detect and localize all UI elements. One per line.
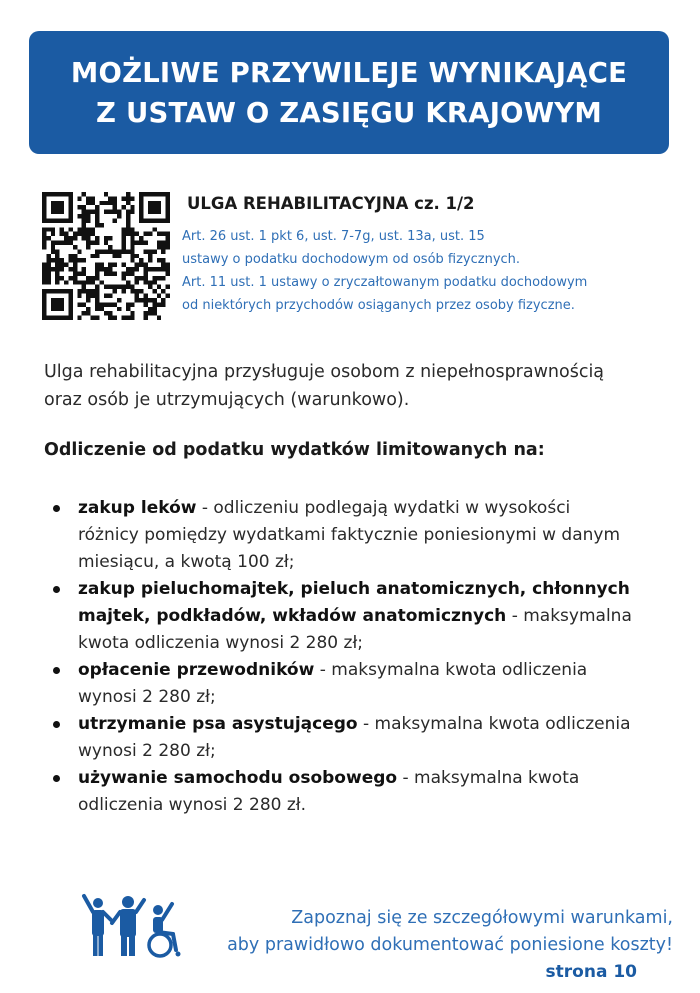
item-description: - maksymalna kwota odliczenia <box>357 714 631 734</box>
intro-paragraph <box>44 358 604 414</box>
item-description: - maksymalna kwota <box>397 768 580 788</box>
bullet-icon <box>53 775 60 782</box>
intro-line: Ulga rehabilitacyjna przysługuje osobom z niepełnosprawnością <box>44 362 605 382</box>
page-number: strona 10 <box>545 962 637 982</box>
reference-line: od niektórych przychodów osiąganych przez osoby fizyczne. <box>182 298 575 313</box>
item-description: miesiącu, a kwotą 100 zł; <box>78 552 295 572</box>
item-name: utrzymanie psa asystującego <box>78 714 358 734</box>
deduction-heading: Odliczenie od podatku wydatków limitowanych na: <box>44 440 545 460</box>
reference-line: Art. 11 ust. 1 ustawy o zryczałtowanym podatku dochodowym <box>182 275 588 290</box>
section-title: ULGA REHABILITACYJNA cz. 1/2 <box>187 194 475 213</box>
banner-title-line-2: Z USTAW O ZASIĘGU KRAJOWYM <box>96 96 602 129</box>
legal-references <box>182 225 587 317</box>
item-description: - odliczeniu podlegają wydatki w wysokości <box>196 498 571 518</box>
item-name: używanie samochodu osobowego <box>78 768 398 788</box>
qr-code-icon[interactable] <box>42 192 170 320</box>
item-name: zakup leków <box>78 498 197 518</box>
people-with-disabilities-icon <box>78 890 188 960</box>
bullet-icon <box>53 586 60 593</box>
item-description: kwota odliczenia wynosi 2 280 zł; <box>78 633 363 653</box>
item-description: różnicy pomiędzy wydatkami faktycznie poniesionymi w danym <box>78 525 621 545</box>
item-name: zakup pieluchomajtek, pieluch anatomicznych, chłonnych <box>78 579 630 599</box>
item-name: opłacenie przewodników <box>78 660 315 680</box>
item-description: - maksymalna <box>506 606 632 626</box>
item-description: wynosi 2 280 zł; <box>78 687 216 707</box>
item-description: wynosi 2 280 zł; <box>78 741 216 761</box>
bullet-icon <box>53 721 60 728</box>
deduction-list <box>52 495 632 819</box>
item-description: - maksymalna kwota odliczenia <box>314 660 588 680</box>
intro-line: oraz osób je utrzymujących (warunkowo). <box>44 390 410 410</box>
list-item <box>52 495 632 576</box>
reference-line: ustawy o podatku dochodowym od osób fizycznych. <box>182 252 521 267</box>
reference-line: Art. 26 ust. 1 pkt 6, ust. 7-7g, ust. 13a, ust. 15 <box>182 229 485 244</box>
item-name: majtek, podkładów, wkładów anatomicznych <box>78 606 507 626</box>
bullet-icon <box>53 505 60 512</box>
footer-line: aby prawidłowo dokumentować poniesione koszty! <box>227 935 673 955</box>
list-item <box>52 576 632 657</box>
banner-title-line-1: MOŻLIWE PRZYWILEJE WYNIKAJĄCE <box>70 56 628 89</box>
item-description: odliczenia wynosi 2 280 zł. <box>78 795 307 815</box>
list-item <box>52 765 632 819</box>
footer-note <box>227 905 673 959</box>
bullet-icon <box>53 667 60 674</box>
footer-line: Zapoznaj się ze szczegółowymi warunkami, <box>291 908 673 928</box>
page-banner <box>29 31 669 154</box>
list-item <box>52 711 632 765</box>
list-item <box>52 657 632 711</box>
